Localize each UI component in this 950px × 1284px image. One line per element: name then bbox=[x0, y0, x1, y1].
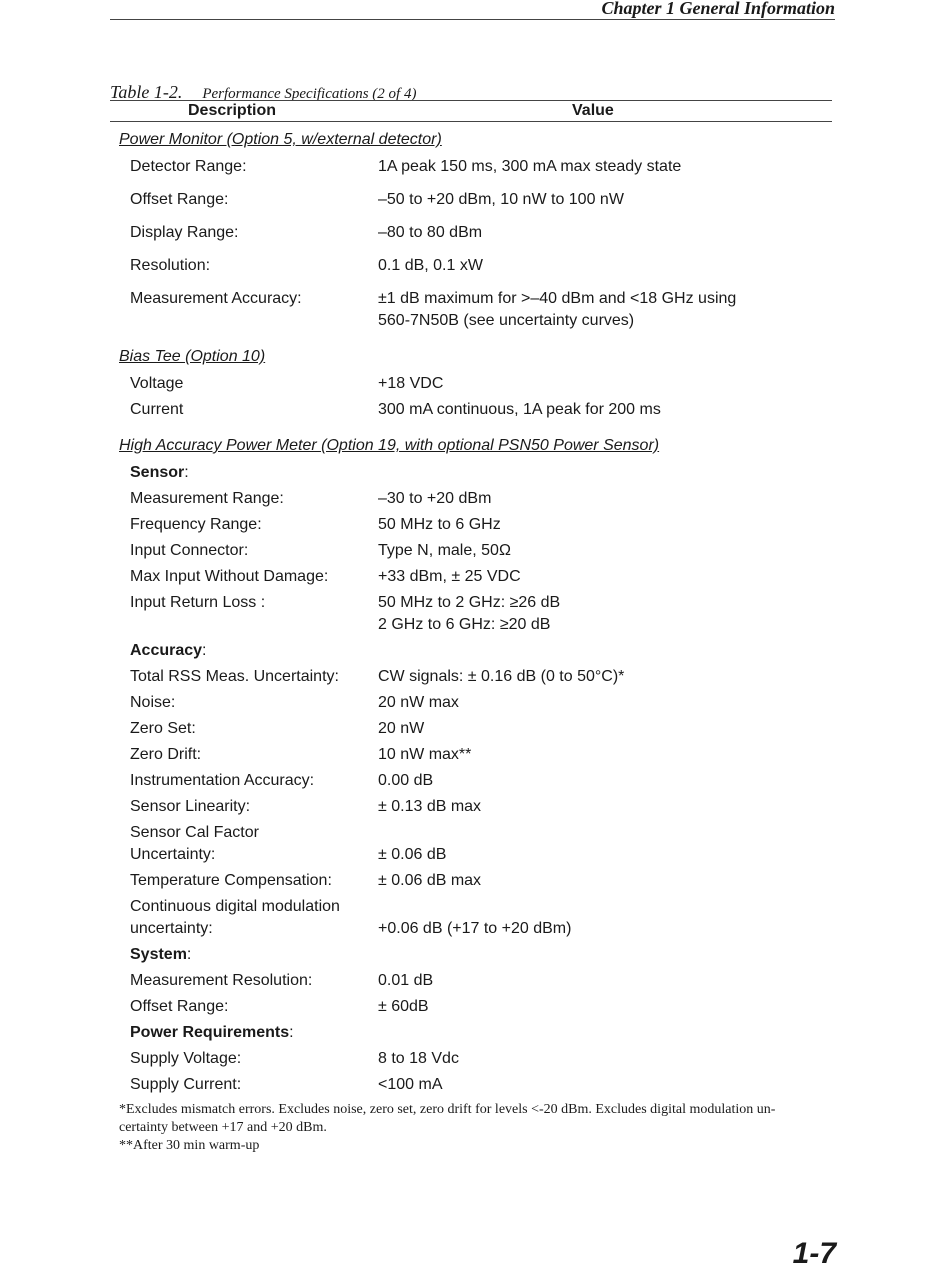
spec-value: 0.00 dB bbox=[378, 772, 434, 789]
spec-value: +0.06 dB (+17 to +20 dBm) bbox=[378, 920, 572, 937]
spec-label-continued: uncertainty: bbox=[130, 920, 213, 937]
spec-label: Sensor Linearity: bbox=[130, 798, 251, 815]
spec-label: Supply Voltage: bbox=[130, 1050, 242, 1067]
subheading-power-requirements: Power Requirements: bbox=[130, 1024, 294, 1041]
spec-value: 20 nW max bbox=[378, 694, 459, 711]
chapter-title: Chapter 1 General Information bbox=[601, 0, 835, 18]
footnote: certainty between +17 and +20 dBm. bbox=[119, 1120, 327, 1135]
spec-label: Temperature Compensation: bbox=[130, 872, 332, 889]
spec-value-continued: 560-7N50B (see uncertainty curves) bbox=[378, 312, 635, 329]
spec-value: 20 nW bbox=[378, 720, 425, 737]
subheading-text: Power Requirements bbox=[130, 1024, 290, 1041]
spec-label: Resolution: bbox=[130, 257, 211, 274]
spec-label: Display Range: bbox=[130, 224, 239, 241]
section-title-power-monitor: Power Monitor (Option 5, w/external detector) bbox=[119, 131, 442, 148]
spec-label: Current bbox=[130, 401, 184, 418]
subheading-accuracy: Accuracy: bbox=[130, 642, 207, 659]
column-header-value: Value bbox=[572, 102, 614, 119]
spec-value-continued: 2 GHz to 6 GHz: ≥20 dB bbox=[378, 616, 551, 633]
spec-value: ± 0.13 dB max bbox=[378, 798, 482, 815]
spec-label: Total RSS Meas. Uncertainty: bbox=[130, 668, 339, 685]
spec-value: 50 MHz to 2 GHz: ≥26 dB bbox=[378, 594, 561, 611]
table-number: Table 1-2. bbox=[110, 82, 183, 102]
spec-label: Offset Range: bbox=[130, 998, 229, 1015]
spec-label: Sensor Cal Factor bbox=[130, 824, 259, 841]
section-title-bias-tee: Bias Tee (Option 10) bbox=[119, 348, 266, 365]
spec-value: CW signals: ± 0.16 dB (0 to 50°C)* bbox=[378, 668, 625, 685]
spec-value: 1A peak 150 ms, 300 mA max steady state bbox=[378, 158, 682, 175]
page-number: 1-7 bbox=[792, 1237, 836, 1270]
spec-label: Measurement Range: bbox=[130, 490, 284, 507]
column-header-description: Description bbox=[188, 102, 277, 119]
spec-value: +18 VDC bbox=[378, 375, 444, 392]
table-header bbox=[110, 100, 832, 122]
spec-label: Supply Current: bbox=[130, 1076, 242, 1093]
spec-value: 50 MHz to 6 GHz bbox=[378, 516, 501, 533]
spec-label: Zero Set: bbox=[130, 720, 196, 737]
spec-label: Voltage bbox=[130, 375, 184, 392]
spec-value: 10 nW max** bbox=[378, 746, 472, 763]
spec-label: Instrumentation Accuracy: bbox=[130, 772, 315, 789]
spec-value: +33 dBm, ± 25 VDC bbox=[378, 568, 521, 585]
subheading-sensor: Sensor: bbox=[130, 464, 189, 481]
footnote: *Excludes mismatch errors. Excludes noise, zero set, zero drift for levels <-20 dBm. Excludes digital modulation un- bbox=[119, 1102, 776, 1117]
footnote: **After 30 min warm-up bbox=[119, 1138, 260, 1153]
spec-value: ± 0.06 dB max bbox=[378, 872, 482, 889]
page-header bbox=[110, 0, 835, 20]
section-title-power-meter: High Accuracy Power Meter (Option 19, with optional PSN50 Power Sensor) bbox=[119, 437, 660, 454]
spec-label: Frequency Range: bbox=[130, 516, 262, 533]
spec-value: Type N, male, 50Ω bbox=[378, 542, 511, 559]
spec-value: –50 to +20 dBm, 10 nW to 100 nW bbox=[378, 191, 624, 208]
spec-label: Continuous digital modulation bbox=[130, 898, 340, 915]
spec-label: Input Return Loss : bbox=[130, 594, 266, 611]
subheading-text: System bbox=[130, 946, 187, 963]
subheading-system: System: bbox=[130, 946, 192, 963]
spec-value: <100 mA bbox=[378, 1076, 443, 1093]
spec-label: Measurement Accuracy: bbox=[130, 290, 302, 307]
spec-label: Measurement Resolution: bbox=[130, 972, 313, 989]
spec-label: Zero Drift: bbox=[130, 746, 202, 763]
spec-label: Noise: bbox=[130, 694, 176, 711]
subheading-text: Sensor bbox=[130, 464, 185, 481]
spec-value: –80 to 80 dBm bbox=[378, 224, 483, 241]
spec-label: Offset Range: bbox=[130, 191, 229, 208]
spec-label: Input Connector: bbox=[130, 542, 249, 559]
spec-value: ± 0.06 dB bbox=[378, 846, 447, 863]
spec-value: 0.01 dB bbox=[378, 972, 434, 989]
spec-value: ± 60dB bbox=[378, 998, 429, 1015]
table-title: Performance Specifications (2 of 4) bbox=[202, 86, 417, 102]
spec-value: 0.1 dB, 0.1 xW bbox=[378, 257, 483, 274]
spec-value: –30 to +20 dBm bbox=[378, 490, 492, 507]
spec-value: 8 to 18 Vdc bbox=[378, 1050, 459, 1067]
spec-label: Detector Range: bbox=[130, 158, 247, 175]
spec-value: ±1 dB maximum for >–40 dBm and <18 GHz using bbox=[378, 290, 737, 307]
spec-label: Max Input Without Damage: bbox=[130, 568, 329, 585]
spec-label-continued: Uncertainty: bbox=[130, 846, 216, 863]
spec-value: 300 mA continuous, 1A peak for 200 ms bbox=[378, 401, 661, 418]
subheading-text: Accuracy bbox=[130, 642, 203, 659]
